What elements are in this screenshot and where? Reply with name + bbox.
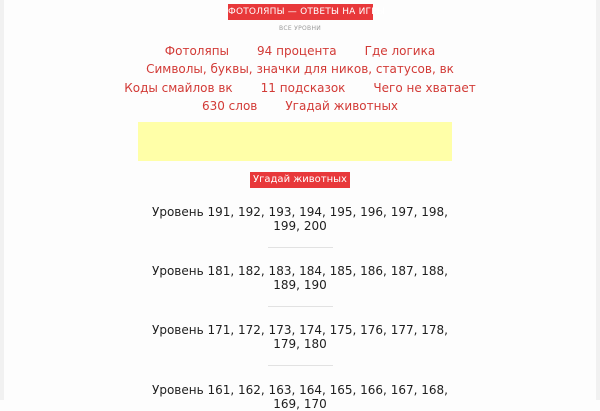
nav-link-guess-animals[interactable]: Угадай животных [285,99,399,113]
all-levels-link[interactable]: ВСЕ УРОВНИ [278,25,322,32]
nav-row [0,60,600,78]
section-title: Угадай животных [250,172,350,188]
nav-link-vk-smiley-codes[interactable]: Коды смайлов вк [124,81,233,95]
nav-row [0,97,600,115]
nav-link-what-is-missing[interactable]: Чего не хватает [373,81,476,95]
site-title-link[interactable]: ФОТОЛЯПЫ — ОТВЕТЫ НА ИГРЫ [228,4,373,20]
nav-row [0,42,600,60]
level-group-link[interactable]: Уровень 161, 162, 163, 164, 165, 166, 167, 168, 169, 170 [152,383,448,411]
level-group-link[interactable]: Уровень 181, 182, 183, 184, 185, 186, 187, 188, 189, 190 [152,264,448,292]
nav-link-11-hints[interactable]: 11 подсказок [260,81,346,95]
level-group-link[interactable]: Уровень 171, 172, 173, 174, 175, 176, 177, 178, 179, 180 [152,323,448,351]
nav-link-where-logic[interactable]: Где логика [364,44,436,58]
nav-link-94-percent[interactable]: 94 процента [257,44,337,58]
divider [268,247,333,248]
nav-link-630-words[interactable]: 630 слов [201,99,258,113]
nav-row [0,79,600,97]
nav-link-symbols[interactable]: Символы, буквы, значки для ников, статусов, вк [146,62,454,76]
divider [268,306,333,307]
divider [268,365,333,366]
ad-banner [138,122,452,161]
nav-link-fotolyapy[interactable]: Фотоляпы [164,44,230,58]
level-group-link[interactable]: Уровень 191, 192, 193, 194, 195, 196, 197, 198, 199, 200 [152,205,448,233]
